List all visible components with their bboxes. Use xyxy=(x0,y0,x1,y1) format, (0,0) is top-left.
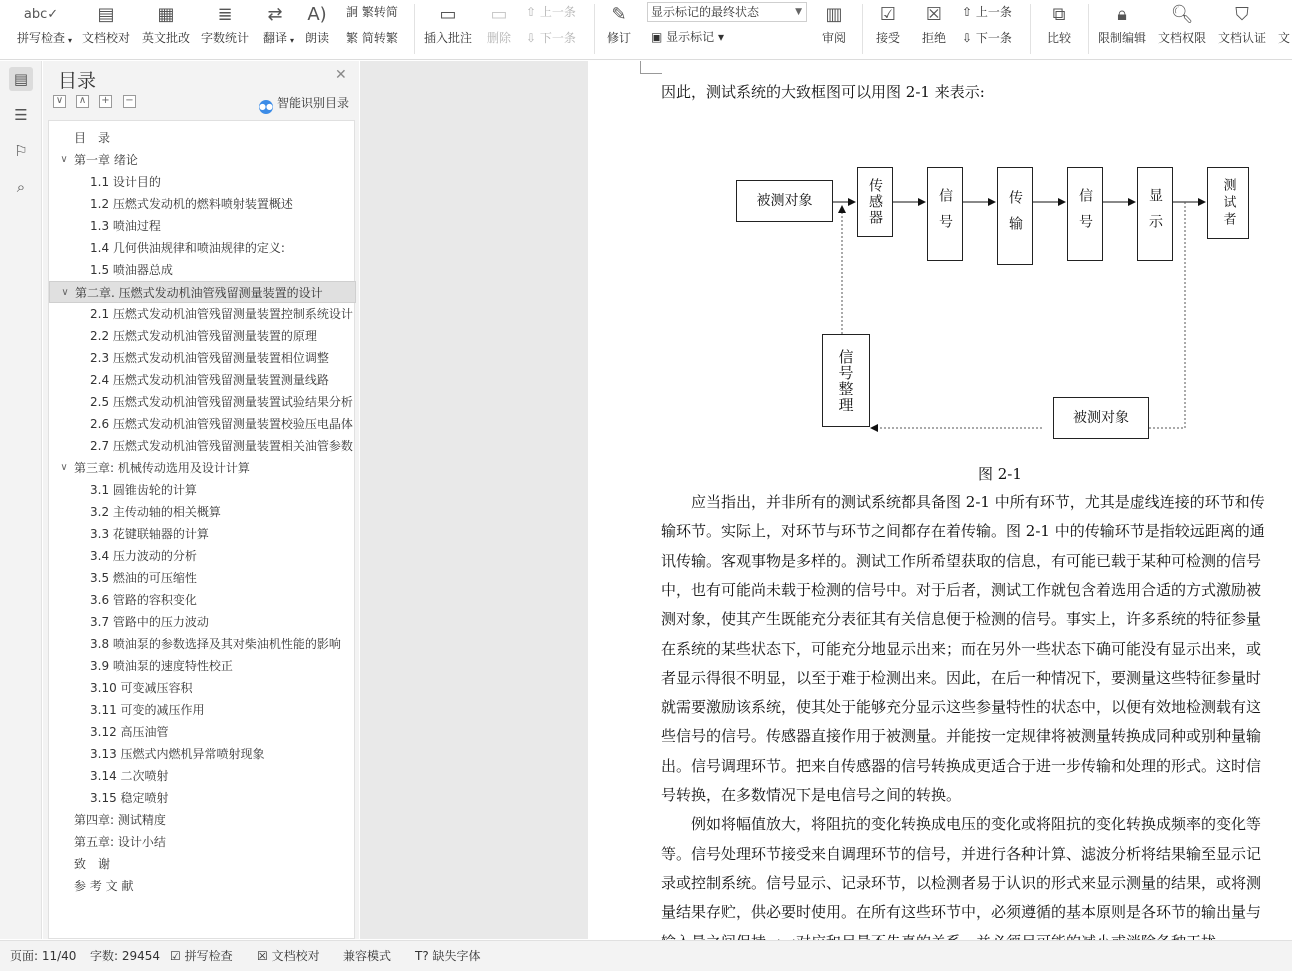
comment-icon: ▭ xyxy=(439,4,457,25)
toc-item-label: 3.8 喷油泵的参数选择及其对柴油机性能的影响 xyxy=(90,637,341,651)
toc-item[interactable] xyxy=(49,171,356,193)
page-gutter xyxy=(360,61,588,939)
intro-paragraph: 因此，测试系统的大致框图可以用图 2-1 来表示: xyxy=(661,83,985,101)
box-signal-2: 信号 xyxy=(1067,167,1103,261)
document-page[interactable] xyxy=(588,61,1292,939)
page-corner-mark xyxy=(640,61,662,74)
next-icon: ⇩ xyxy=(526,31,540,45)
box-measured-object: 被测对象 xyxy=(736,180,833,222)
accept-button[interactable]: ☑ 接受 xyxy=(868,0,908,58)
toc-item[interactable] xyxy=(49,765,356,787)
toc-item[interactable] xyxy=(49,193,356,215)
chevron-down-icon[interactable]: ∨ xyxy=(60,462,68,473)
toc-item-label: 1.3 喷油过程 xyxy=(90,219,161,233)
toc-item-label: 3.15 稳定喷射 xyxy=(90,791,169,805)
toc-item-label: 目 录 xyxy=(74,131,111,145)
doc-proof-icon: ▤ xyxy=(97,4,115,25)
toc-item-label: 1.2 压燃式发动机的燃料喷射装置概述 xyxy=(90,197,293,211)
toc-item-label: 第二章. 压燃式发动机油管残留测量装置的设计 xyxy=(75,286,323,300)
box-transmit: 传输 xyxy=(997,167,1033,265)
review-pane-icon: ▥ xyxy=(825,4,843,25)
toc-item[interactable] xyxy=(49,853,356,875)
body-line: 输环节。实际上，对环节与环节之间都存在着传输。图 2-1 中的传输环节是指较远距离的通 xyxy=(661,522,1265,541)
figure-caption: 图 2-1 xyxy=(978,465,1022,483)
toc-item[interactable] xyxy=(49,281,356,303)
review-pane-button[interactable]: ▥ 审阅 xyxy=(814,0,854,58)
revise-icon: ✎ xyxy=(611,4,627,25)
box-display: 显示 xyxy=(1137,167,1173,261)
toc-item-label: 参 考 文 献 xyxy=(74,879,134,893)
translate-icon: ⇄ xyxy=(267,4,283,25)
body-line: 等。信号处理环节接受来自调理环节的信号，并进行各种计算、滤波分析将结果输至显示记 xyxy=(661,844,1262,863)
divider xyxy=(1030,4,1031,54)
en-review-button[interactable]: ▦ 英文批改 xyxy=(138,0,194,58)
toc-item[interactable] xyxy=(49,567,356,589)
delete-comment-icon: ▭ xyxy=(490,4,508,25)
block-diagram xyxy=(726,156,1266,446)
simp-icon: 繁 xyxy=(346,31,362,45)
body-line: 量结果存贮，供必要时使用。在所有这些环节中，必须遵循的基本原则是各环节的输出量与 xyxy=(661,903,1262,922)
permission-icon: 🔍︎ xyxy=(1170,4,1194,25)
overflow-icon xyxy=(1276,0,1292,30)
toc-item[interactable] xyxy=(49,787,356,809)
toc-item-label: 2.6 压燃式发动机油管残留测量装置校验压电晶体 xyxy=(90,417,353,431)
status-bar xyxy=(0,940,1292,971)
divider xyxy=(862,4,863,54)
divider xyxy=(414,4,415,54)
toc-item[interactable] xyxy=(49,545,356,567)
toc-item[interactable] xyxy=(49,435,356,457)
expand-up-icon[interactable]: ∧ xyxy=(76,95,89,108)
toc-item-label: 3.6 管路的容积变化 xyxy=(90,593,197,607)
toc-item[interactable] xyxy=(49,677,356,699)
box-sensor: 传感器 xyxy=(857,167,893,237)
chevron-down-icon[interactable]: ∨ xyxy=(61,287,69,298)
font-icon: T? xyxy=(415,949,433,963)
toc-item[interactable] xyxy=(49,479,356,501)
insert-comment-button[interactable]: ▭ 插入批注 xyxy=(422,0,474,58)
box-measured-object-2: 被测对象 xyxy=(1053,397,1149,439)
toc-item[interactable] xyxy=(49,369,356,391)
outline-icon[interactable]: ☰ xyxy=(14,106,28,124)
doc-permission-button[interactable]: 🔍︎ 文档权限 xyxy=(1154,0,1210,58)
read-aloud-icon: A) xyxy=(307,4,327,25)
toc-item-label: 2.3 压燃式发动机油管残留测量装置相位调整 xyxy=(90,351,329,365)
word-count-indicator[interactable]: 字数: 29454 xyxy=(90,949,161,963)
remove-item-icon[interactable]: − xyxy=(123,95,136,108)
toc-item[interactable] xyxy=(49,633,356,655)
doc-certify-button[interactable]: ⛉ 文档认证 xyxy=(1214,0,1270,58)
spellcheck-status[interactable]: ☑ 拼写检查 xyxy=(170,949,233,963)
box-tester: 测试者 xyxy=(1207,167,1249,239)
toc-item[interactable] xyxy=(49,127,356,149)
toc-item-label: 3.7 管路中的压力波动 xyxy=(90,615,209,629)
chevron-down-icon: ▼ xyxy=(795,7,802,17)
toc-item[interactable] xyxy=(49,523,356,545)
toc-item-label: 第五章: 设计小结 xyxy=(74,835,166,849)
body-line: 例如将幅值放大，将阻抗的变化转换成电压的变化或将阻抗的变化转换成频率的变化等 xyxy=(661,815,1262,834)
toc-item[interactable] xyxy=(49,347,356,369)
simp-to-trad-button[interactable]: 繁 简转繁 xyxy=(346,31,398,45)
toc-item-label: 3.11 可变的减压作用 xyxy=(90,703,205,717)
toc-item[interactable] xyxy=(49,325,356,347)
body-line: 讯传输。客观事物是多样的。测试工作所希望获取的信息，有可能已载于某种可检测的信号 xyxy=(661,551,1262,570)
toc-item[interactable] xyxy=(49,721,356,743)
toc-item-label: 1.5 喷油器总成 xyxy=(90,263,173,277)
overflow-button[interactable]: 文 xyxy=(1276,0,1292,58)
body-line: 出。信号调理环节。把来自传感器的信号转换成更适合于进一步传输和处理的形式。这时信 xyxy=(661,756,1262,775)
toc-list xyxy=(48,120,355,939)
doc-proof-button[interactable]: ▤ 文档校对 xyxy=(78,0,134,58)
translate-button[interactable]: ⇄ 翻译 ▾ xyxy=(256,0,294,58)
proof-icon: ☒ xyxy=(257,949,272,963)
spellcheck-button[interactable]: abc✓ 拼写检查 ▾ xyxy=(10,0,72,58)
toc-item[interactable] xyxy=(49,809,356,831)
word-count-icon: ≣ xyxy=(217,4,233,25)
toc-item-label: 3.14 二次喷射 xyxy=(90,769,169,783)
divider xyxy=(594,4,595,54)
toc-item[interactable] xyxy=(49,303,356,325)
toc-item[interactable] xyxy=(49,655,356,677)
show-markup-icon: ▣ xyxy=(651,30,667,44)
body-line: 就需要激励该系统，使其处于能够充分显示这些参量特性的状态中，以便有效地检测载有这 xyxy=(661,698,1262,717)
toc-item[interactable] xyxy=(49,699,356,721)
accept-icon: ☑ xyxy=(879,4,897,25)
toc-item-label: 3.9 喷油泵的速度特性校正 xyxy=(90,659,233,673)
close-icon[interactable]: ✕ xyxy=(335,67,347,83)
toc-item-label: 致 谢 xyxy=(74,857,111,871)
body-line: 应当指出，并非所有的测试系统都具备图 2-1 中所有环节，尤其是虚线连接的环节和传 xyxy=(661,493,1265,511)
reject-icon: ☒ xyxy=(925,4,943,25)
search-icon[interactable]: ⌕ xyxy=(16,178,26,196)
page-indicator[interactable]: 页面: 11/40 xyxy=(10,949,77,963)
toc-item[interactable] xyxy=(49,413,356,435)
toc-item[interactable] xyxy=(49,743,356,765)
toc-item-label: 3.10 可变减压容积 xyxy=(90,681,193,695)
box-signal-conditioning: 信号整理 xyxy=(822,334,870,427)
toc-item-label: 第四章: 测试精度 xyxy=(74,813,166,827)
show-markup-button[interactable]: ▣ 显示标记 ▾ xyxy=(651,30,725,44)
body-line: 录或控制系统。信号显示、记录环节，以检测者易于认识的形式来显示测量的结果，或将测 xyxy=(661,873,1262,892)
lock-icon: 🔒︎ xyxy=(1117,4,1127,25)
prev-change-icon: ⇧ xyxy=(962,5,976,19)
toc-item[interactable] xyxy=(49,391,356,413)
toc-item-label: 2.4 压燃式发动机油管残留测量装置测量线路 xyxy=(90,373,329,387)
toc-item-label: 2.7 压燃式发动机油管残留测量装置相关油管参数 xyxy=(90,439,353,453)
revise-button[interactable]: ✎ 修订 xyxy=(600,0,638,58)
prev-comment-button[interactable]: ⇧ 上一条 xyxy=(526,5,576,19)
next-change-icon: ⇩ xyxy=(962,31,976,45)
next-comment-button[interactable]: ⇩ 下一条 xyxy=(526,31,576,45)
toc-item[interactable] xyxy=(49,149,356,171)
nav-icon-bar xyxy=(0,61,42,939)
toc-item-label: 2.1 压燃式发动机油管残留测量装置控制系统设计 xyxy=(90,307,353,321)
toc-item-label: 2.5 压燃式发动机油管残留测量装置试验结果分析 xyxy=(90,395,353,409)
divider xyxy=(1088,4,1089,54)
next-change-button[interactable]: ⇩ 下一条 xyxy=(962,31,1012,45)
toc-item-label: 1.1 设计目的 xyxy=(90,175,161,189)
shield-icon: ⛉ xyxy=(1235,4,1249,25)
compare-button[interactable]: ⧉ 比较 xyxy=(1036,0,1082,58)
compat-mode[interactable]: 兼容模式 xyxy=(343,949,392,963)
toc-item-label: 2.2 压燃式发动机油管残留测量装置的原理 xyxy=(90,329,317,343)
delete-comment-button[interactable]: ▭ 删除 xyxy=(480,0,518,58)
toc-item-label: 3.12 高压油管 xyxy=(90,725,169,739)
prev-icon: ⇧ xyxy=(526,5,540,19)
compare-icon: ⧉ xyxy=(1052,4,1066,25)
body-line: 中，也有可能尚未载于检测的信号中。对于后者，测试工作就包含着选用合适的方式激励被 xyxy=(661,580,1262,599)
toc-item-label: 第三章: 机械传动选用及设计计算 xyxy=(74,461,250,475)
bookmark-icon[interactable]: ⚐ xyxy=(14,142,28,160)
toc-item[interactable] xyxy=(49,457,356,479)
body-line: 在系统的某些状态下，可能充分地显示出来；而在另外一些状态下确可能没有显示出来，或 xyxy=(661,639,1262,658)
word-count-button[interactable]: ≣ 字数统计 xyxy=(198,0,252,58)
toc-item[interactable] xyxy=(49,259,356,281)
spellcheck-icon: abc✓ xyxy=(23,7,59,22)
en-review-icon: ▦ xyxy=(157,4,175,25)
smart-toc-button[interactable]: ●● 智能识别目录 xyxy=(259,95,349,114)
toc-item[interactable] xyxy=(49,875,356,897)
toc-item-label: 3.2 主传动轴的相关概算 xyxy=(90,505,221,519)
toc-item[interactable] xyxy=(49,215,356,237)
trad-to-simp-button[interactable]: 詗 繁转简 xyxy=(346,5,398,19)
toc-item-label: 3.5 燃油的可压缩性 xyxy=(90,571,197,585)
markup-state-select[interactable]: 显示标记的最终状态 ▼ xyxy=(647,2,807,22)
checkbox-icon: ☑ xyxy=(170,949,185,963)
prev-change-button[interactable]: ⇧ 上一条 xyxy=(962,5,1012,19)
collapse-all-icon[interactable]: ∨ xyxy=(53,95,66,108)
ribbon-toolbar xyxy=(0,0,1292,60)
toc-item-label: 3.3 花键联轴器的计算 xyxy=(90,527,209,541)
reject-button[interactable]: ☒ 拒绝 xyxy=(914,0,954,58)
read-aloud-button[interactable]: A) 朗读 xyxy=(298,0,336,58)
body-line: 测对象，使其产生既能充分表征其有关信息便于检测的信号。事实上，许多系统的特征参量 xyxy=(661,610,1262,629)
chevron-down-icon[interactable]: ∨ xyxy=(60,154,68,165)
missing-font-status[interactable]: T? 缺失字体 xyxy=(415,949,481,963)
toc-item-label: 3.13 压燃式内燃机异常喷射现象 xyxy=(90,747,265,761)
box-signal-1: 信号 xyxy=(927,167,963,261)
proof-status[interactable]: ☒ 文档校对 xyxy=(257,949,320,963)
toc-item-label: 1.4 几何供油规律和喷油规律的定义: xyxy=(90,241,285,255)
toc-panel xyxy=(43,61,359,939)
body-line: 号转换，在多数情况下是电信号之间的转换。 xyxy=(661,786,962,804)
smart-toc-icon: ●● xyxy=(259,100,273,114)
add-item-icon[interactable]: + xyxy=(99,95,112,108)
toc-item[interactable] xyxy=(49,237,356,259)
toc-item-label: 3.4 压力波动的分析 xyxy=(90,549,197,563)
toc-item[interactable] xyxy=(49,611,356,633)
toc-icon[interactable]: ▤ xyxy=(9,67,33,91)
toc-title: 目录 xyxy=(58,70,97,92)
restrict-edit-button[interactable]: 🔒︎ 限制编辑 xyxy=(1094,0,1150,58)
spellcheck-label: 拼写检查 xyxy=(16,31,65,45)
body-line: 些信号的信号。传感器直接作用于被测量。并能按一定规律将被测量转换成同种或别种量输 xyxy=(661,727,1262,746)
body-line: 者显示得很不明显，以至于难于检测出来。因此，在后一种情况下，要测量这些特征参量时 xyxy=(661,668,1262,687)
toc-item[interactable] xyxy=(49,589,356,611)
toc-item-label: 第一章 绪论 xyxy=(74,153,138,167)
trad-icon: 詗 xyxy=(346,5,362,19)
toc-item-label: 3.1 圆锥齿轮的计算 xyxy=(90,483,197,497)
toc-item[interactable] xyxy=(49,831,356,853)
toc-item[interactable] xyxy=(49,501,356,523)
